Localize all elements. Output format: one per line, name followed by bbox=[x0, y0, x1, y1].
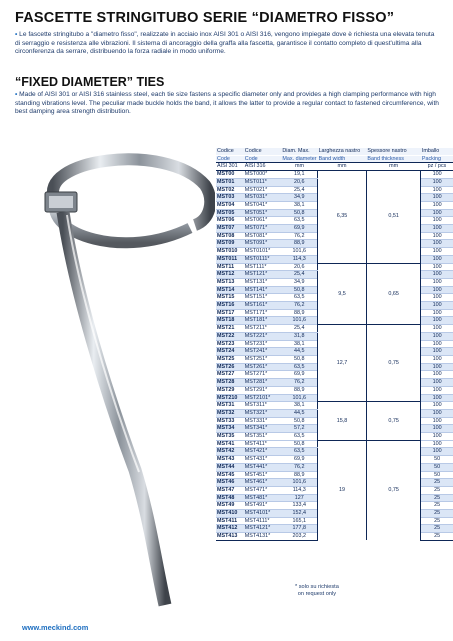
code-aisi316: MST081* bbox=[244, 232, 282, 240]
max-diameter: 76,2 bbox=[281, 463, 317, 471]
header-cell: Code bbox=[216, 155, 244, 163]
max-diameter: 63,5 bbox=[281, 448, 317, 456]
header-cell: Diam. Max. bbox=[281, 148, 317, 155]
code-aisi301: MST14 bbox=[216, 286, 244, 294]
packing: 100 bbox=[421, 448, 453, 456]
packing: 100 bbox=[421, 302, 453, 310]
max-diameter: 50,8 bbox=[281, 417, 317, 425]
code-aisi316: MST411* bbox=[244, 440, 282, 448]
code-aisi316: MST491* bbox=[244, 502, 282, 510]
code-aisi316: MST461* bbox=[244, 479, 282, 487]
packing: 100 bbox=[421, 309, 453, 317]
band-width: 15,8 bbox=[318, 402, 367, 441]
max-diameter: 177,8 bbox=[281, 525, 317, 533]
header-cell: Packing bbox=[421, 155, 453, 163]
bullet-en: • bbox=[15, 91, 18, 98]
description-italian bbox=[15, 31, 440, 57]
header-cell: Max. diameter bbox=[282, 155, 317, 162]
code-aisi301: MST28 bbox=[216, 379, 244, 387]
max-diameter: 25,4 bbox=[281, 325, 317, 333]
code-aisi301: MST09 bbox=[216, 240, 244, 248]
code-aisi301: MST07 bbox=[216, 225, 244, 233]
code-aisi301: MST412 bbox=[216, 525, 244, 533]
code-aisi316: MST211* bbox=[244, 325, 282, 333]
max-diameter: 69,9 bbox=[281, 371, 317, 379]
description-english bbox=[15, 91, 440, 117]
code-aisi316: MST041* bbox=[244, 201, 282, 209]
header-cell: mm bbox=[318, 163, 367, 171]
max-diameter: 76,2 bbox=[281, 232, 317, 240]
code-aisi301: MST12 bbox=[216, 271, 244, 279]
packing: 100 bbox=[421, 340, 453, 348]
code-aisi316: MST341* bbox=[244, 425, 282, 433]
code-aisi301: MST46 bbox=[216, 479, 244, 487]
packing: 100 bbox=[421, 217, 453, 225]
header-cell: pz / pcs bbox=[421, 163, 453, 171]
code-aisi316: MST161* bbox=[244, 302, 282, 310]
code-aisi316: MST421* bbox=[244, 448, 282, 456]
code-aisi316: MST321* bbox=[244, 409, 282, 417]
code-aisi301: MST21 bbox=[216, 325, 244, 333]
max-diameter: 152,4 bbox=[281, 510, 317, 518]
code-aisi301: MST04 bbox=[216, 201, 244, 209]
code-aisi316: MST471* bbox=[244, 486, 282, 494]
max-diameter: 114,3 bbox=[281, 486, 317, 494]
max-diameter: 25,4 bbox=[281, 271, 317, 279]
code-aisi316: MST031* bbox=[244, 194, 282, 202]
packing: 100 bbox=[421, 325, 453, 333]
code-aisi301: MST42 bbox=[216, 448, 244, 456]
code-aisi316: MST021* bbox=[244, 186, 282, 194]
code-aisi316: MST351* bbox=[244, 433, 282, 441]
footnote-english: on request only bbox=[297, 591, 337, 597]
band-thickness: 0,51 bbox=[366, 171, 421, 263]
max-diameter: 44,5 bbox=[281, 409, 317, 417]
packing: 50 bbox=[421, 471, 453, 479]
max-diameter: 57,2 bbox=[281, 425, 317, 433]
max-diameter: 69,9 bbox=[281, 225, 317, 233]
band-thickness: 0,75 bbox=[366, 402, 421, 441]
code-aisi301: MST02 bbox=[216, 186, 244, 194]
code-aisi301: MST49 bbox=[216, 502, 244, 510]
packing: 25 bbox=[421, 510, 453, 518]
packing: 25 bbox=[421, 494, 453, 502]
spec-table-body bbox=[216, 171, 453, 541]
code-aisi301: MST32 bbox=[216, 409, 244, 417]
packing: 100 bbox=[421, 433, 453, 441]
code-aisi301: MST24 bbox=[216, 348, 244, 356]
code-aisi316: MST451* bbox=[244, 471, 282, 479]
packing: 100 bbox=[421, 178, 453, 186]
max-diameter: 25,4 bbox=[281, 186, 317, 194]
max-diameter: 20,6 bbox=[281, 178, 317, 186]
packing: 100 bbox=[421, 271, 453, 279]
packing: 100 bbox=[421, 317, 453, 325]
max-diameter: 88,9 bbox=[281, 240, 317, 248]
code-aisi316: MST151* bbox=[244, 294, 282, 302]
description-english-text: Made of AISI 301 or AISI 316 stainless steel, each tie size fastens a specific diameter only and provides a high clamping performance with high standing vibrations level. The peculiar made buckle holds the band, it allows the latter to provide a regular contact to fastened circumference, with best damping area strength distribution. bbox=[15, 91, 439, 116]
code-aisi301: MST05 bbox=[216, 209, 244, 217]
band-thickness: 0,65 bbox=[366, 263, 421, 325]
code-aisi301: MST16 bbox=[216, 302, 244, 310]
max-diameter: 63,5 bbox=[281, 433, 317, 441]
code-aisi301: MST25 bbox=[216, 355, 244, 363]
packing: 100 bbox=[421, 332, 453, 340]
code-aisi316: MST4121* bbox=[244, 525, 282, 533]
spec-table bbox=[216, 148, 453, 541]
packing: 100 bbox=[421, 394, 453, 402]
max-diameter: 88,9 bbox=[281, 309, 317, 317]
code-aisi301: MST15 bbox=[216, 294, 244, 302]
max-diameter: 38,1 bbox=[281, 402, 317, 410]
band-width: 12,7 bbox=[318, 325, 367, 402]
packing: 25 bbox=[421, 533, 453, 541]
code-aisi301: MST23 bbox=[216, 340, 244, 348]
band-thickness: 0,75 bbox=[366, 440, 421, 540]
code-aisi301: MST48 bbox=[216, 494, 244, 502]
header-row-english bbox=[216, 155, 453, 163]
code-aisi316: MST000* bbox=[244, 171, 282, 179]
header-row-units bbox=[216, 163, 453, 171]
max-diameter: 50,8 bbox=[281, 209, 317, 217]
code-aisi301: MST08 bbox=[216, 232, 244, 240]
packing: 100 bbox=[421, 248, 453, 256]
code-aisi316: MST291* bbox=[244, 386, 282, 394]
code-aisi316: MST281* bbox=[244, 379, 282, 387]
code-aisi301: MST34 bbox=[216, 425, 244, 433]
max-diameter: 76,2 bbox=[281, 379, 317, 387]
footnote bbox=[295, 584, 339, 598]
footnote-italian: * solo su richiesta bbox=[295, 584, 339, 590]
code-aisi301: MST410 bbox=[216, 510, 244, 518]
packing: 25 bbox=[421, 502, 453, 510]
packing: 100 bbox=[421, 417, 453, 425]
max-diameter: 88,9 bbox=[281, 386, 317, 394]
packing: 100 bbox=[421, 194, 453, 202]
packing: 100 bbox=[421, 425, 453, 433]
header-cell: Band width bbox=[318, 155, 367, 163]
packing: 25 bbox=[421, 486, 453, 494]
header-cell: AISI 316 bbox=[244, 163, 282, 171]
packing: 25 bbox=[421, 479, 453, 487]
code-aisi301: MST13 bbox=[216, 278, 244, 286]
title-italian: FASCETTE STRINGITUBO SERIE “DIAMETRO FISSO” bbox=[15, 10, 395, 26]
code-aisi316: MST061* bbox=[244, 217, 282, 225]
max-diameter: 69,9 bbox=[281, 456, 317, 464]
header-cell: Larghezza nastro bbox=[318, 148, 367, 155]
code-aisi316: MST271* bbox=[244, 371, 282, 379]
table-row bbox=[216, 263, 453, 271]
packing: 25 bbox=[421, 517, 453, 525]
table-row bbox=[216, 325, 453, 333]
max-diameter: 101,6 bbox=[281, 317, 317, 325]
packing: 100 bbox=[421, 209, 453, 217]
band-width: 9,5 bbox=[318, 263, 367, 325]
packing: 100 bbox=[421, 355, 453, 363]
code-aisi301: MST27 bbox=[216, 371, 244, 379]
max-diameter: 19,1 bbox=[281, 171, 317, 179]
table-row bbox=[216, 402, 453, 410]
code-aisi316: MST481* bbox=[244, 494, 282, 502]
max-diameter: 101,6 bbox=[281, 394, 317, 402]
max-diameter: 50,8 bbox=[281, 440, 317, 448]
packing: 100 bbox=[421, 409, 453, 417]
code-aisi316: MST131* bbox=[244, 278, 282, 286]
description-italian-text: Le fascette stringitubo a "diametro fisso", realizzate in acciaio inox AISI 301 o AISI 316, vengono impiegate dove è richiesta una elevata tenuta di serraggio e resistenza alle vibrazioni. Il sistema di ancoraggio della graffa alla fascetta, garantisce il contatto completo di quest'ultima alla circonferenza da serrare, distribuendo la forza radiale in modo uniforme. bbox=[15, 31, 435, 56]
code-aisi301: MST22 bbox=[216, 332, 244, 340]
code-aisi316: MST111* bbox=[244, 263, 282, 271]
max-diameter: 44,5 bbox=[281, 348, 317, 356]
max-diameter: 63,5 bbox=[281, 217, 317, 225]
table-row bbox=[216, 171, 453, 179]
packing: 100 bbox=[421, 371, 453, 379]
title-english: “FIXED DIAMETER” TIES bbox=[15, 75, 165, 89]
code-aisi316: MST0101* bbox=[244, 248, 282, 256]
code-aisi316: MST071* bbox=[244, 225, 282, 233]
packing: 100 bbox=[421, 186, 453, 194]
max-diameter: 34,9 bbox=[281, 194, 317, 202]
header-row-italian bbox=[216, 148, 453, 155]
max-diameter: 114,3 bbox=[281, 255, 317, 263]
header-cell: Codice bbox=[244, 148, 282, 155]
code-aisi316: MST241* bbox=[244, 348, 282, 356]
code-aisi301: MST00 bbox=[216, 171, 244, 179]
packing: 100 bbox=[421, 171, 453, 179]
max-diameter: 38,1 bbox=[281, 340, 317, 348]
code-aisi316: MST171* bbox=[244, 309, 282, 317]
max-diameter: 127 bbox=[281, 494, 317, 502]
code-aisi316: MST331* bbox=[244, 417, 282, 425]
max-diameter: 63,5 bbox=[281, 294, 317, 302]
packing: 100 bbox=[421, 440, 453, 448]
bullet-it: • bbox=[15, 31, 18, 38]
max-diameter: 101,6 bbox=[281, 479, 317, 487]
code-aisi316: MST4101* bbox=[244, 510, 282, 518]
table-row bbox=[216, 440, 453, 448]
code-aisi301: MST44 bbox=[216, 463, 244, 471]
code-aisi301: MST31 bbox=[216, 402, 244, 410]
code-aisi316: MST4131* bbox=[244, 533, 282, 541]
website-url: www.meckind.com bbox=[22, 623, 89, 632]
code-aisi316: MST2101* bbox=[244, 394, 282, 402]
code-aisi316: MST4111* bbox=[244, 517, 282, 525]
max-diameter: 165,1 bbox=[281, 517, 317, 525]
packing: 100 bbox=[421, 402, 453, 410]
max-diameter: 50,8 bbox=[281, 355, 317, 363]
code-aisi301: MST17 bbox=[216, 309, 244, 317]
code-aisi316: MST011* bbox=[244, 178, 282, 186]
max-diameter: 38,1 bbox=[281, 201, 317, 209]
code-aisi316: MST311* bbox=[244, 402, 282, 410]
packing: 25 bbox=[421, 525, 453, 533]
code-aisi301: MST41 bbox=[216, 440, 244, 448]
max-diameter: 34,9 bbox=[281, 278, 317, 286]
packing: 100 bbox=[421, 286, 453, 294]
band-width: 6,35 bbox=[318, 171, 367, 263]
code-aisi316: MST261* bbox=[244, 363, 282, 371]
packing: 100 bbox=[421, 386, 453, 394]
header-cell: mm bbox=[281, 163, 317, 171]
packing: 50 bbox=[421, 456, 453, 464]
max-diameter: 101,6 bbox=[281, 248, 317, 256]
header-cell: mm bbox=[366, 163, 421, 171]
max-diameter: 88,9 bbox=[281, 471, 317, 479]
max-diameter: 50,8 bbox=[281, 286, 317, 294]
code-aisi316: MST441* bbox=[244, 463, 282, 471]
packing: 100 bbox=[421, 240, 453, 248]
code-aisi301: MST011 bbox=[216, 255, 244, 263]
packing: 50 bbox=[421, 463, 453, 471]
packing: 100 bbox=[421, 201, 453, 209]
code-aisi316: MST091* bbox=[244, 240, 282, 248]
header-cell: Codice bbox=[216, 148, 244, 155]
packing: 100 bbox=[421, 294, 453, 302]
packing: 100 bbox=[421, 363, 453, 371]
code-aisi316: MST181* bbox=[244, 317, 282, 325]
code-aisi316: MST221* bbox=[244, 332, 282, 340]
packing: 100 bbox=[421, 263, 453, 271]
header-cell: Code bbox=[244, 155, 282, 163]
code-aisi301: MST01 bbox=[216, 178, 244, 186]
band-width: 19 bbox=[318, 440, 367, 540]
code-aisi316: MST231* bbox=[244, 340, 282, 348]
code-aisi301: MST11 bbox=[216, 263, 244, 271]
packing: 100 bbox=[421, 348, 453, 356]
code-aisi301: MST29 bbox=[216, 386, 244, 394]
code-aisi316: MST121* bbox=[244, 271, 282, 279]
packing: 100 bbox=[421, 232, 453, 240]
code-aisi316: MST431* bbox=[244, 456, 282, 464]
packing: 100 bbox=[421, 255, 453, 263]
packing: 100 bbox=[421, 278, 453, 286]
code-aisi301: MST413 bbox=[216, 533, 244, 541]
max-diameter: 203,2 bbox=[281, 533, 317, 541]
code-aisi316: MST051* bbox=[244, 209, 282, 217]
code-aisi316: MST251* bbox=[244, 355, 282, 363]
stainless-tie-band-image bbox=[15, 140, 215, 610]
header-cell: Imballo bbox=[421, 148, 453, 155]
code-aisi301: MST33 bbox=[216, 417, 244, 425]
code-aisi316: MST141* bbox=[244, 286, 282, 294]
code-aisi301: MST010 bbox=[216, 248, 244, 256]
code-aisi301: MST26 bbox=[216, 363, 244, 371]
code-aisi301: MST45 bbox=[216, 471, 244, 479]
header-cell: Band thickness bbox=[366, 155, 421, 163]
code-aisi301: MST18 bbox=[216, 317, 244, 325]
band-thickness: 0,75 bbox=[366, 325, 421, 402]
header-cell: AISI 301 bbox=[216, 163, 244, 171]
header-cell: Spessore nastro bbox=[366, 148, 421, 155]
code-aisi301: MST210 bbox=[216, 394, 244, 402]
max-diameter: 31,8 bbox=[281, 332, 317, 340]
max-diameter: 63,5 bbox=[281, 363, 317, 371]
code-aisi301: MST35 bbox=[216, 433, 244, 441]
code-aisi316: MST0111* bbox=[244, 255, 282, 263]
code-aisi301: MST03 bbox=[216, 194, 244, 202]
code-aisi301: MST411 bbox=[216, 517, 244, 525]
packing: 100 bbox=[421, 225, 453, 233]
max-diameter: 20,6 bbox=[281, 263, 317, 271]
code-aisi301: MST47 bbox=[216, 486, 244, 494]
packing: 100 bbox=[421, 379, 453, 387]
code-aisi301: MST43 bbox=[216, 456, 244, 464]
max-diameter: 133,4 bbox=[281, 502, 317, 510]
code-aisi301: MST06 bbox=[216, 217, 244, 225]
max-diameter: 76,2 bbox=[281, 302, 317, 310]
